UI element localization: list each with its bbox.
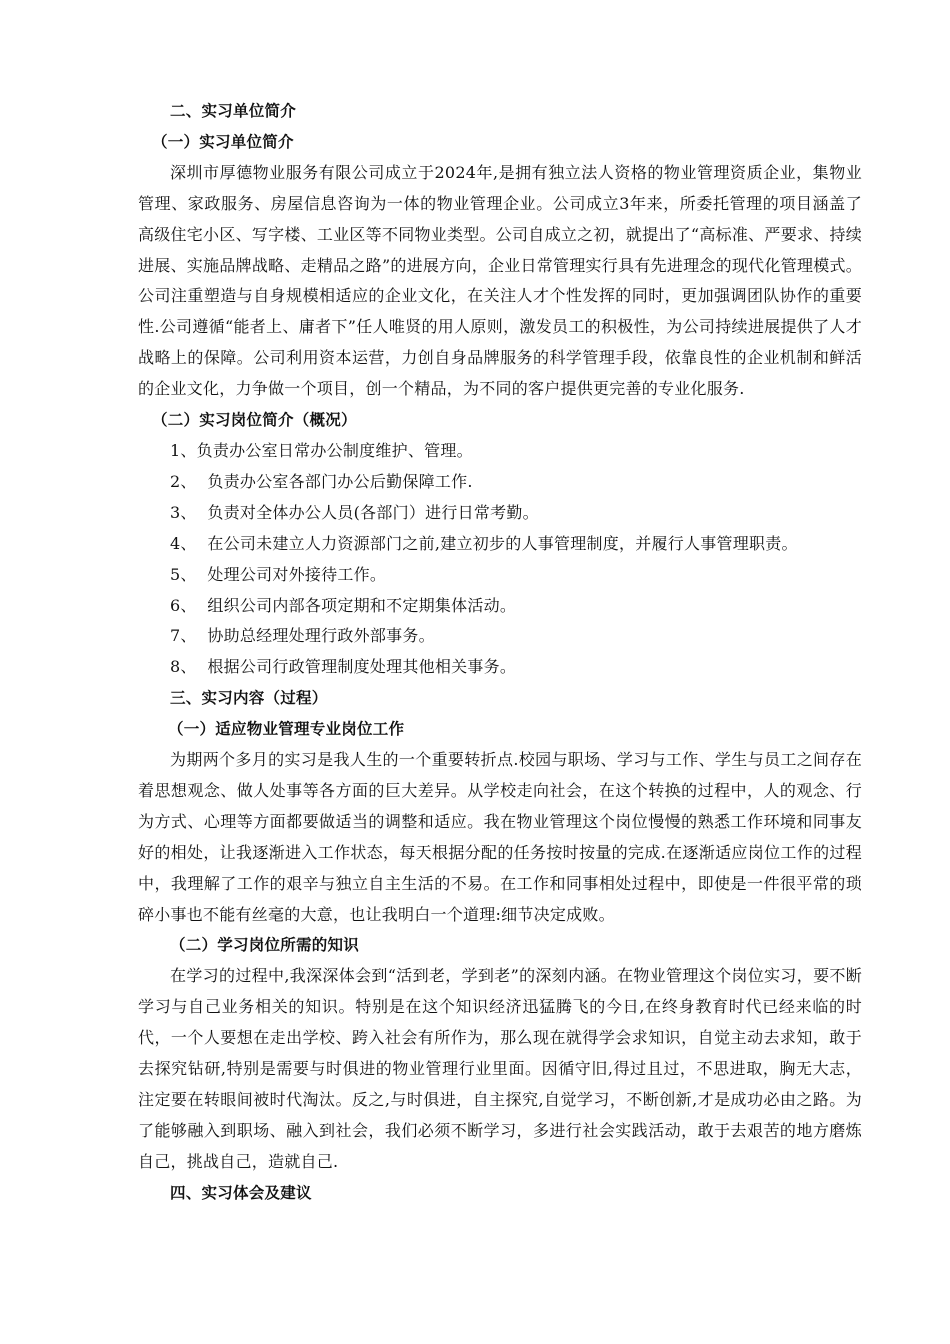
section-3-1-paragraph: 为期两个多月的实习是我人生的一个重要转折点.校园与职场、学习与工作、学生与员工之间存在着思想观念、做人处事等各方面的巨大差异。从学校走向社会，在这个转换的过程中，人的观念、行为方式、心理等方面都要做适当的调整和适应。我在物业管理这个岗位慢慢的熟悉工作环境和同事友好的相处，让我逐渐进入工作状态，每天根据分配的任务按时按量的完成.在逐渐适应岗位工作的过程中，我理解了工作的艰辛与独立自主生活的不易。在工作和同事相处过程中，即使是一件很平常的琐碎小事也不能有丝毫的大意，也让我明白一个道理:细节决定成败。 (138, 750, 862, 924)
duty-item-5: 5、 处理公司对外接待工作。 (170, 564, 387, 584)
duty-item-4: 4、 在公司未建立人力资源部门之前,建立初步的人事管理制度，并履行人事管理职责。 (170, 533, 798, 553)
section-4-heading: 四、实习体会及建议 (170, 1183, 312, 1202)
section-3-2-heading: （二）学习岗位所需的知识 (170, 936, 360, 955)
section-3-2-paragraph: 在学习的过程中,我深深体会到“活到老，学到老”的深刻内涵。在物业管理这个岗位实习，要不断学习与自己业务相关的知识。特别是在这个知识经济迅猛腾飞的今日,在终身教育时代已经来临的时代，一个人要想在走出学校、跨入社会有所作为，那么现在就得学会求知识，自觉主动去求知，敢于去探究钻研,特别是需要与时俱进的物业管理行业里面。因循守旧,得过且过，不思进取，胸无大志，注定要在转眼间被时代淘汰。反之,与时俱进，自主探究,自觉学习，不断创新,才是成功必由之路。为了能够融入到职场、融入到社会，我们必须不断学习，多进行社会实践活动，敢于去艰苦的地方磨炼自己，挑战自己，造就自己. (138, 966, 862, 1171)
duty-item-3: 3、 负责对全体办公人员(各部门）进行日常考勤。 (170, 502, 539, 522)
duty-item-7: 7、 协助总经理处理行政外部事务。 (170, 626, 435, 646)
duty-item-1: 1、负责办公室日常办公制度维护、管理。 (170, 440, 473, 460)
section-2-1-paragraph: 深圳市厚德物业服务有限公司成立于2024年,是拥有独立法人资格的物业管理资质企业，集物业管理、家政服务、房屋信息咨询为一体的物业管理企业。公司成立3年来，所委托管理的项目涵盖了高级住宅小区、写字楼、工业区等不同物业类型。公司自成立之初，就提出了“高标准、严要求、持续进展、实施品牌战略、走精品之路”的进展方向，企业日常管理实行具有先进理念的现代化管理模式。 公司注重塑造与自身规模相适应的企业文化，在关注人才个性发挥的同时，更加强调团队协作的重要性.公司遵循“能者上、庸者下”任人唯贤的用人原则，激发员工的积极性，为公司持续进展提供了人才战略上的保障。公司利用资本运营，力创自身品牌服务的科学管理手段，依靠良性的企业机制和鲜活的企业文化，力争做一个项目，创一个精品，为不同的客户提供更完善的专业化服务. (138, 162, 862, 399)
section-2-1-heading: （一）实习单位简介 (152, 132, 294, 151)
section-3-1-heading: （一）适应物业管理专业岗位工作 (168, 720, 405, 739)
section-2-2-heading: （二）实习岗位简介（概况） (152, 411, 357, 430)
duty-item-2: 2、 负责办公室各部门办公后勤保障工作. (170, 471, 473, 491)
duty-item-8: 8、 根据公司行政管理制度处理其他相关事务。 (170, 657, 517, 677)
duty-item-6: 6、 组织公司内部各项定期和不定期集体活动。 (170, 595, 517, 615)
section-2-heading: 二、实习单位简介 (170, 102, 297, 120)
document-body (138, 96, 862, 1209)
section-3-heading: 三、实习内容（过程） (170, 689, 328, 708)
